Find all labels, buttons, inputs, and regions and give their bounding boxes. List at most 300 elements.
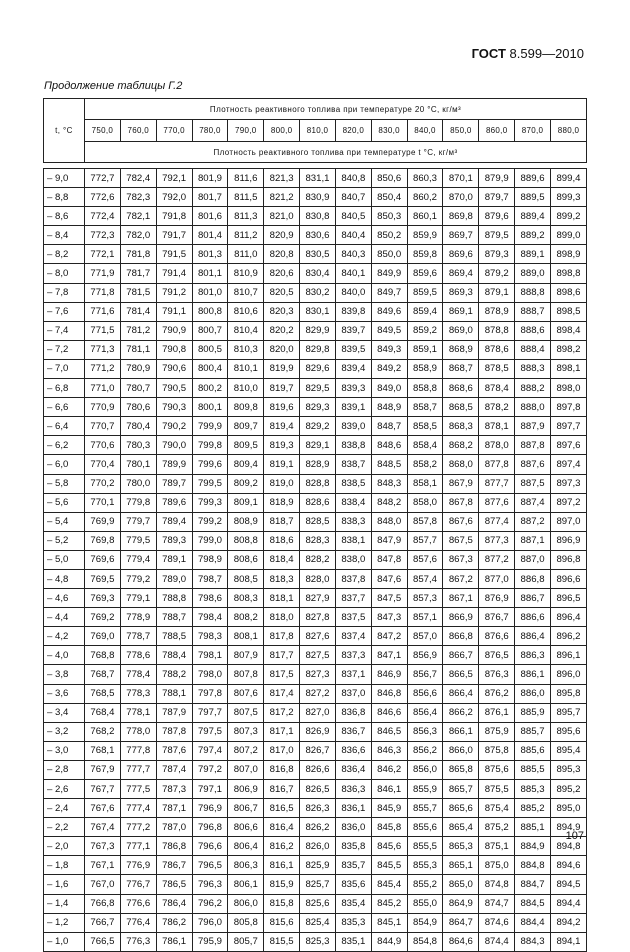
density-cell: 778,3 xyxy=(120,684,156,703)
temperature-cell: – 4,4 xyxy=(44,608,85,627)
document-code-prefix: ГОСТ xyxy=(471,46,506,61)
density-cell: 801,6 xyxy=(192,207,228,226)
density-cell: 782,3 xyxy=(120,188,156,207)
density-cell: 788,5 xyxy=(156,627,192,646)
density-cell: 859,6 xyxy=(407,264,443,283)
density-cell: 817,0 xyxy=(264,741,300,760)
density-cell: 767,6 xyxy=(85,799,121,818)
density-cell: 828,3 xyxy=(300,531,336,550)
density-cell: 838,8 xyxy=(335,436,371,455)
density-cell: 855,3 xyxy=(407,856,443,875)
density-cell: 856,7 xyxy=(407,665,443,684)
density-cell: 769,2 xyxy=(85,608,121,627)
temperature-cell: – 8,4 xyxy=(44,226,85,245)
density-cell: 859,2 xyxy=(407,321,443,340)
density-cell: 828,6 xyxy=(300,493,336,512)
density-cell: 771,8 xyxy=(85,283,121,302)
density-cell: 788,4 xyxy=(156,646,192,665)
density-cell: 806,7 xyxy=(228,799,264,818)
temperature-cell: – 5,2 xyxy=(44,531,85,550)
density-cell: 806,1 xyxy=(228,875,264,894)
table-row xyxy=(44,932,587,951)
density-cell: 777,1 xyxy=(120,837,156,856)
density-cell: 827,0 xyxy=(300,703,336,722)
density-cell: 800,5 xyxy=(192,340,228,359)
page-number: 107 xyxy=(565,830,584,842)
density-cell: 899,2 xyxy=(550,207,586,226)
density-cell: 801,9 xyxy=(192,169,228,188)
density-cell: 796,9 xyxy=(192,799,228,818)
density-cell: 857,7 xyxy=(407,531,443,550)
density-cell: 780,7 xyxy=(120,379,156,398)
density-cell: 869,8 xyxy=(443,207,479,226)
density-cell: 815,6 xyxy=(264,913,300,932)
density-cell: 867,5 xyxy=(443,531,479,550)
density-cell: 855,9 xyxy=(407,780,443,799)
temperature-cell: – 6,8 xyxy=(44,379,85,398)
density-cell: 811,2 xyxy=(228,226,264,245)
density-cell: 782,1 xyxy=(120,207,156,226)
density-cell: 848,5 xyxy=(371,455,407,474)
density-cell: 797,8 xyxy=(192,684,228,703)
density-cell: 894,2 xyxy=(550,913,586,932)
density-cell: 801,3 xyxy=(192,245,228,264)
density-cell: 820,6 xyxy=(264,264,300,283)
density-cell: 809,4 xyxy=(228,455,264,474)
density-cell: 848,6 xyxy=(371,436,407,455)
density-column-header: 760,0 xyxy=(120,120,156,142)
density-cell: 868,6 xyxy=(443,379,479,398)
density-cell: 878,0 xyxy=(479,436,515,455)
density-cell: 799,9 xyxy=(192,417,228,436)
temperature-cell: – 7,0 xyxy=(44,359,85,378)
density-cell: 769,0 xyxy=(85,627,121,646)
density-cell: 845,5 xyxy=(371,856,407,875)
density-cell: 806,3 xyxy=(228,856,264,875)
density-cell: 837,0 xyxy=(335,684,371,703)
temperature-cell: – 8,2 xyxy=(44,245,85,264)
density-cell: 857,4 xyxy=(407,569,443,588)
density-cell: 798,0 xyxy=(192,665,228,684)
density-column-header: 790,0 xyxy=(228,120,264,142)
density-cell: 767,9 xyxy=(85,760,121,779)
density-cell: 789,6 xyxy=(156,493,192,512)
temperature-cell: – 7,6 xyxy=(44,302,85,321)
density-cell: 810,9 xyxy=(228,264,264,283)
density-cell: 790,0 xyxy=(156,436,192,455)
table-row xyxy=(44,684,587,703)
density-cell: 829,9 xyxy=(300,321,336,340)
density-cell: 896,5 xyxy=(550,589,586,608)
density-cell: 845,1 xyxy=(371,913,407,932)
density-cell: 839,8 xyxy=(335,302,371,321)
density-cell: 808,1 xyxy=(228,627,264,646)
density-cell: 848,9 xyxy=(371,398,407,417)
table-row xyxy=(44,512,587,531)
density-cell: 767,3 xyxy=(85,837,121,856)
density-cell: 828,9 xyxy=(300,455,336,474)
table-row xyxy=(44,780,587,799)
density-cell: 779,1 xyxy=(120,589,156,608)
density-cell: 807,9 xyxy=(228,646,264,665)
density-cell: 869,4 xyxy=(443,264,479,283)
density-cell: 856,3 xyxy=(407,722,443,741)
density-cell: 819,1 xyxy=(264,455,300,474)
density-cell: 817,8 xyxy=(264,627,300,646)
density-cell: 836,8 xyxy=(335,703,371,722)
density-cell: 875,5 xyxy=(479,780,515,799)
density-cell: 815,9 xyxy=(264,875,300,894)
density-cell: 807,0 xyxy=(228,760,264,779)
document-code xyxy=(472,46,584,61)
density-cell: 771,2 xyxy=(85,359,121,378)
density-cell: 866,8 xyxy=(443,627,479,646)
density-cell: 770,7 xyxy=(85,417,121,436)
density-cell: 867,6 xyxy=(443,512,479,531)
density-cell: 888,6 xyxy=(515,321,551,340)
density-cell: 896,1 xyxy=(550,646,586,665)
density-cell: 770,6 xyxy=(85,436,121,455)
density-cell: 766,8 xyxy=(85,894,121,913)
density-cell: 848,2 xyxy=(371,493,407,512)
density-cell: 886,0 xyxy=(515,684,551,703)
density-cell: 835,6 xyxy=(335,875,371,894)
density-cell: 798,9 xyxy=(192,550,228,569)
table-row xyxy=(44,665,587,684)
density-cell: 887,0 xyxy=(515,550,551,569)
density-cell: 817,1 xyxy=(264,722,300,741)
density-cell: 820,0 xyxy=(264,340,300,359)
table-row xyxy=(44,722,587,741)
density-cell: 816,2 xyxy=(264,837,300,856)
table-row xyxy=(44,627,587,646)
density-cell: 866,4 xyxy=(443,684,479,703)
density-cell: 877,7 xyxy=(479,474,515,493)
density-cell: 837,5 xyxy=(335,608,371,627)
density-cell: 778,6 xyxy=(120,646,156,665)
temperature-cell: – 1,6 xyxy=(44,875,85,894)
density-cell: 806,9 xyxy=(228,780,264,799)
table-row xyxy=(44,703,587,722)
density-column-header: 880,0 xyxy=(550,120,586,142)
density-cell: 860,1 xyxy=(407,207,443,226)
density-cell: 807,3 xyxy=(228,722,264,741)
density-cell: 895,7 xyxy=(550,703,586,722)
density-column-header: 850,0 xyxy=(443,120,479,142)
density-cell: 897,6 xyxy=(550,436,586,455)
density-cell: 829,8 xyxy=(300,340,336,359)
density-cell: 781,7 xyxy=(120,264,156,283)
density-cell: 771,9 xyxy=(85,264,121,283)
density-cell: 847,9 xyxy=(371,531,407,550)
density-cell: 855,6 xyxy=(407,818,443,837)
density-cell: 821,2 xyxy=(264,188,300,207)
density-cell: 830,1 xyxy=(300,302,336,321)
density-cell: 849,3 xyxy=(371,340,407,359)
density-cell: 858,5 xyxy=(407,417,443,436)
density-cell: 820,8 xyxy=(264,245,300,264)
density-cell: 868,3 xyxy=(443,417,479,436)
density-cell: 830,8 xyxy=(300,207,336,226)
density-column-header: 800,0 xyxy=(264,120,300,142)
density-cell: 836,3 xyxy=(335,780,371,799)
density-cell: 879,2 xyxy=(479,264,515,283)
density-cell: 894,9 xyxy=(550,818,586,837)
table-row xyxy=(44,283,587,302)
density-cell: 856,2 xyxy=(407,741,443,760)
density-cell: 876,1 xyxy=(479,703,515,722)
table-row xyxy=(44,417,587,436)
table-row xyxy=(44,188,587,207)
table-row xyxy=(44,359,587,378)
density-cell: 879,1 xyxy=(479,283,515,302)
density-cell: 868,2 xyxy=(443,436,479,455)
density-cell: 787,0 xyxy=(156,818,192,837)
density-cell: 867,2 xyxy=(443,569,479,588)
density-cell: 787,6 xyxy=(156,741,192,760)
density-cell: 846,1 xyxy=(371,780,407,799)
density-cell: 778,0 xyxy=(120,722,156,741)
table-row xyxy=(44,302,587,321)
density-cell: 889,0 xyxy=(515,264,551,283)
density-column-header: 820,0 xyxy=(335,120,371,142)
density-cell: 836,4 xyxy=(335,760,371,779)
density-cell: 811,3 xyxy=(228,207,264,226)
density-cell: 825,3 xyxy=(300,932,336,951)
density-cell: 768,4 xyxy=(85,703,121,722)
density-cell: 867,9 xyxy=(443,474,479,493)
density-cell: 819,4 xyxy=(264,417,300,436)
density-cell: 844,9 xyxy=(371,932,407,951)
density-cell: 826,6 xyxy=(300,760,336,779)
density-cell: 878,5 xyxy=(479,359,515,378)
density-cell: 847,8 xyxy=(371,550,407,569)
density-cell: 808,5 xyxy=(228,569,264,588)
density-cell: 779,2 xyxy=(120,569,156,588)
density-cell: 800,4 xyxy=(192,359,228,378)
density-cell: 850,0 xyxy=(371,245,407,264)
temperature-cell: – 8,8 xyxy=(44,188,85,207)
density-cell: 768,8 xyxy=(85,646,121,665)
density-cell: 847,1 xyxy=(371,646,407,665)
density-cell: 788,1 xyxy=(156,684,192,703)
density-cell: 786,7 xyxy=(156,856,192,875)
density-cell: 866,1 xyxy=(443,722,479,741)
density-cell: 897,7 xyxy=(550,417,586,436)
table-row xyxy=(44,436,587,455)
density-cell: 868,0 xyxy=(443,455,479,474)
density-cell: 838,4 xyxy=(335,493,371,512)
density-cell: 838,3 xyxy=(335,512,371,531)
density-cell: 776,7 xyxy=(120,875,156,894)
density-cell: 866,2 xyxy=(443,703,479,722)
density-cell: 878,1 xyxy=(479,417,515,436)
density-cell: 778,4 xyxy=(120,665,156,684)
density-cell: 884,3 xyxy=(515,932,551,951)
density-cell: 799,0 xyxy=(192,531,228,550)
density-cell: 781,4 xyxy=(120,302,156,321)
density-cell: 835,4 xyxy=(335,894,371,913)
density-cell: 816,8 xyxy=(264,760,300,779)
density-cell: 889,5 xyxy=(515,188,551,207)
density-cell: 836,7 xyxy=(335,722,371,741)
density-cell: 771,3 xyxy=(85,340,121,359)
density-cell: 846,2 xyxy=(371,760,407,779)
density-cell: 840,0 xyxy=(335,283,371,302)
density-cell: 897,0 xyxy=(550,512,586,531)
density-cell: 855,2 xyxy=(407,875,443,894)
temperature-cell: – 6,0 xyxy=(44,455,85,474)
density-cell: 815,8 xyxy=(264,894,300,913)
temperature-cell: – 2,4 xyxy=(44,799,85,818)
density-cell: 850,6 xyxy=(371,169,407,188)
density-cell: 839,5 xyxy=(335,340,371,359)
density-cell: 828,5 xyxy=(300,512,336,531)
density-cell: 805,8 xyxy=(228,913,264,932)
temperature-cell: – 2,6 xyxy=(44,780,85,799)
density-column-header: 840,0 xyxy=(407,120,443,142)
density-cell: 897,2 xyxy=(550,493,586,512)
density-cell: 865,7 xyxy=(443,780,479,799)
density-cell: 837,4 xyxy=(335,627,371,646)
density-cell: 796,0 xyxy=(192,913,228,932)
density-cell: 867,8 xyxy=(443,493,479,512)
density-cell: 829,6 xyxy=(300,359,336,378)
density-cell: 888,2 xyxy=(515,379,551,398)
density-cell: 770,4 xyxy=(85,455,121,474)
density-cell: 857,6 xyxy=(407,550,443,569)
density-cell: 797,2 xyxy=(192,760,228,779)
density-cell: 839,1 xyxy=(335,398,371,417)
density-cell: 797,7 xyxy=(192,703,228,722)
density-cell: 885,5 xyxy=(515,760,551,779)
density-cell: 879,7 xyxy=(479,188,515,207)
density-cell: 768,2 xyxy=(85,722,121,741)
temperature-cell: – 4,8 xyxy=(44,569,85,588)
density-cell: 787,8 xyxy=(156,722,192,741)
density-cell: 879,9 xyxy=(479,169,515,188)
temperature-cell: – 1,8 xyxy=(44,856,85,875)
density-cell: 855,5 xyxy=(407,837,443,856)
density-cell: 887,5 xyxy=(515,474,551,493)
density-cell: 790,3 xyxy=(156,398,192,417)
density-cell: 857,3 xyxy=(407,589,443,608)
density-cell: 829,5 xyxy=(300,379,336,398)
density-cell: 835,3 xyxy=(335,913,371,932)
density-cell: 897,3 xyxy=(550,474,586,493)
density-cell: 780,6 xyxy=(120,398,156,417)
density-cell: 875,8 xyxy=(479,741,515,760)
density-cell: 899,3 xyxy=(550,188,586,207)
density-cell: 770,1 xyxy=(85,493,121,512)
density-cell: 826,9 xyxy=(300,722,336,741)
density-cell: 840,7 xyxy=(335,188,371,207)
density-cell: 805,7 xyxy=(228,932,264,951)
temperature-cell: – 4,2 xyxy=(44,627,85,646)
density-cell: 849,0 xyxy=(371,379,407,398)
density-cell: 868,5 xyxy=(443,398,479,417)
density-cell: 858,7 xyxy=(407,398,443,417)
density-cell: 771,6 xyxy=(85,302,121,321)
density-cell: 845,9 xyxy=(371,799,407,818)
density-cell: 808,2 xyxy=(228,608,264,627)
density-cell: 865,6 xyxy=(443,799,479,818)
density-cell: 860,3 xyxy=(407,169,443,188)
density-table xyxy=(43,98,587,952)
density-cell: 898,1 xyxy=(550,359,586,378)
density-cell: 777,5 xyxy=(120,780,156,799)
density-cell: 896,2 xyxy=(550,627,586,646)
density-cell: 767,7 xyxy=(85,780,121,799)
density-cell: 848,3 xyxy=(371,474,407,493)
density-cell: 808,8 xyxy=(228,531,264,550)
temperature-cell: – 5,8 xyxy=(44,474,85,493)
density-cell: 777,8 xyxy=(120,741,156,760)
density-cell: 860,2 xyxy=(407,188,443,207)
density-cell: 854,9 xyxy=(407,913,443,932)
table-row xyxy=(44,455,587,474)
density-cell: 849,7 xyxy=(371,283,407,302)
temperature-cell: – 1,2 xyxy=(44,913,85,932)
density-cell: 797,4 xyxy=(192,741,228,760)
density-cell: 776,4 xyxy=(120,913,156,932)
density-cell: 796,6 xyxy=(192,837,228,856)
density-cell: 825,4 xyxy=(300,913,336,932)
density-cell: 778,1 xyxy=(120,703,156,722)
density-cell: 819,0 xyxy=(264,474,300,493)
temperature-cell: – 7,8 xyxy=(44,283,85,302)
density-cell: 876,6 xyxy=(479,627,515,646)
density-cell: 898,6 xyxy=(550,283,586,302)
density-cell: 827,2 xyxy=(300,684,336,703)
density-cell: 791,5 xyxy=(156,245,192,264)
density-cell: 782,0 xyxy=(120,226,156,245)
density-cell: 816,4 xyxy=(264,818,300,837)
density-cell: 790,5 xyxy=(156,379,192,398)
density-cell: 836,6 xyxy=(335,741,371,760)
density-cell: 811,6 xyxy=(228,169,264,188)
density-cell: 827,6 xyxy=(300,627,336,646)
density-cell: 899,0 xyxy=(550,226,586,245)
density-cell: 898,0 xyxy=(550,379,586,398)
density-cell: 896,6 xyxy=(550,569,586,588)
density-cell: 878,6 xyxy=(479,340,515,359)
density-cell: 889,2 xyxy=(515,226,551,245)
density-cell: 839,4 xyxy=(335,359,371,378)
density-cell: 819,7 xyxy=(264,379,300,398)
density-cell: 826,5 xyxy=(300,780,336,799)
density-cell: 786,2 xyxy=(156,913,192,932)
density-cell: 836,0 xyxy=(335,818,371,837)
density-cell: 796,8 xyxy=(192,818,228,837)
density-cell: 887,2 xyxy=(515,512,551,531)
density-cell: 877,6 xyxy=(479,493,515,512)
density-cell: 850,3 xyxy=(371,207,407,226)
density-cell: 780,3 xyxy=(120,436,156,455)
density-cell: 816,7 xyxy=(264,780,300,799)
density-cell: 778,9 xyxy=(120,608,156,627)
density-cell: 876,3 xyxy=(479,665,515,684)
density-cell: 820,3 xyxy=(264,302,300,321)
density-cell: 858,8 xyxy=(407,379,443,398)
density-20c-header: Плотность реактивного топлива при температуре 20 °С, кг/м³ xyxy=(85,99,587,120)
density-cell: 772,7 xyxy=(85,169,121,188)
table-row xyxy=(44,169,587,188)
density-cell: 875,6 xyxy=(479,760,515,779)
density-cell: 830,4 xyxy=(300,264,336,283)
density-cell: 806,4 xyxy=(228,837,264,856)
density-cell: 887,1 xyxy=(515,531,551,550)
